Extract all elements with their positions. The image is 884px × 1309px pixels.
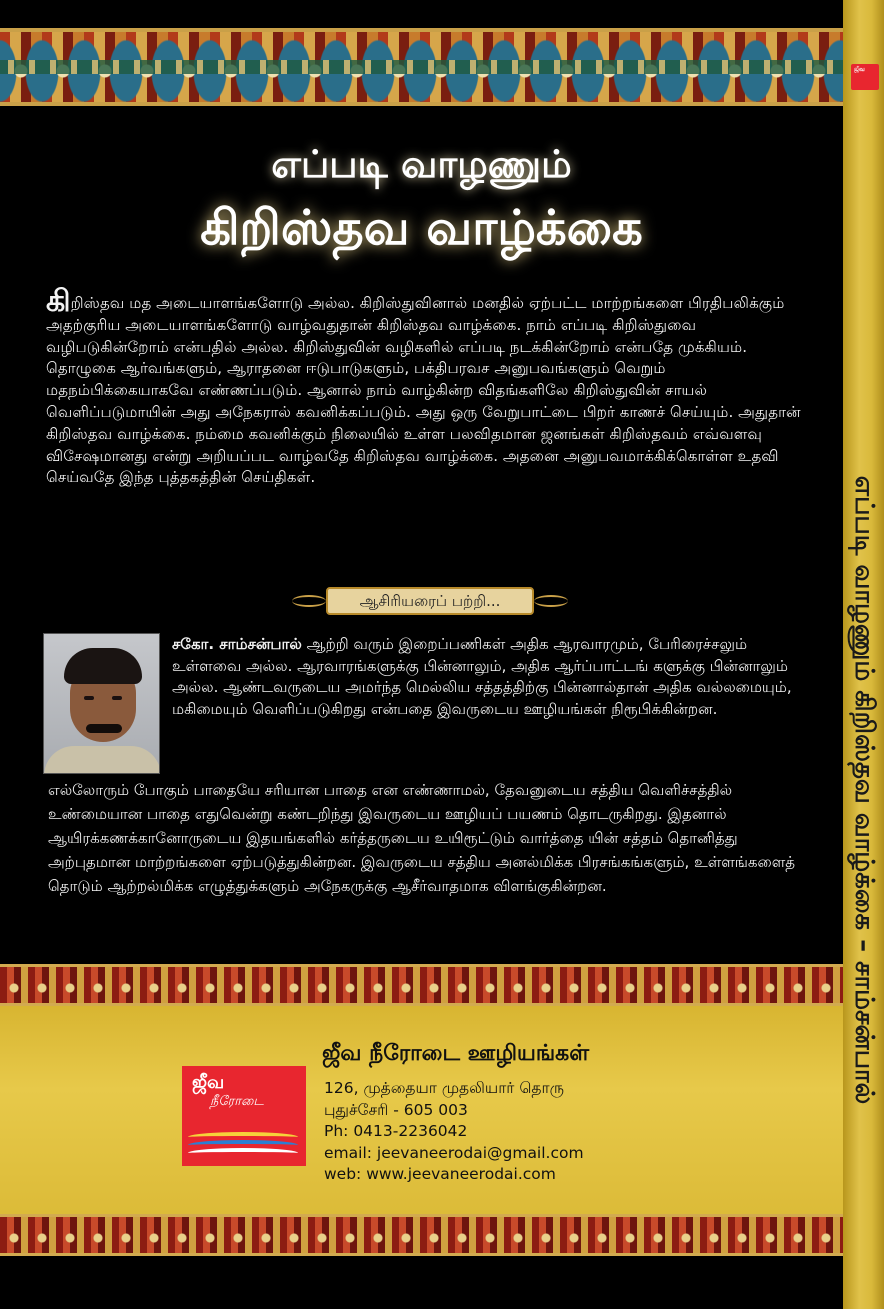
book-spine [843,0,884,1309]
ornamental-border-top [0,28,843,106]
author-photo [43,633,160,774]
address-line-1: 126, முத்தையா முதலியார் தொரு [324,1079,564,1097]
about-author-badge: ஆசிரியரைப் பற்றி... [326,587,534,615]
ornament-right [534,595,568,607]
ornamental-band-upper [0,964,843,1006]
book-title-line1: எப்படி வாழணும் [271,142,572,186]
author-bio-intro [172,634,812,720]
address-line-2: புதுச்சேரி - 605 003 [324,1100,468,1119]
intro-blurb [46,284,806,489]
website: web: www.jeevaneerodai.com [324,1165,556,1184]
publisher-logo [182,1066,306,1166]
publisher-name: ஜீவ நீரோடை ஊழியங்கள் [322,1041,590,1066]
ornamental-band-lower [0,1214,843,1256]
phone: Ph: 0413-2236042 [324,1122,468,1141]
spine-title: எப்படி வாழணும் கிறிஸ்தவ வாழ்க்கை – சாம்சன்பால் [848,475,879,1105]
book-title-line2: கிறிஸ்தவ வாழ்க்கை [200,200,643,256]
author-bio-text-2: எல்லோரும் போகும் பாதையே சரியான பாதை என எண்ணாமல், தேவனுடைய சத்திய வெளிச்சத்தில் உண்மையான பாதை எதுவென்று கண்டறிந்து இவருடைய ஊழியப் பயணம் தொடருகிறது. இதனால் ஆயிரக்கணக்கானோருடைய இதயங்களில் கர்த்தருடைய உயிரூட்டும் வார்த்தை யின் சத்தம் தொனித்து அற்புதமான மாற்றங்களை ஏற்படுத்துகின்றன. இவருடைய சத்திய அனல்மிக்க பிரசங்கங்களும், உள்ளங்களைத் தொடும் ஆற்றல்மிக்க எழுத்துக்களும் அநேகருக்கு ஆசீர்வாதமாக விளங்குகின்றன. [48,781,796,895]
about-author-heading [300,585,560,617]
drop-cap: கி [46,284,71,319]
author-bio-text-1: ஆற்றி வரும் இறைப்பணிகள் அதிக ஆரவாரமும், பேரிரைச்சலும் உள்ளவை அல்ல. ஆரவாரங்களுக்கு பின்னாலும், அதிக ஆர்ப்பாட்டங் களுக்கு பின்னாலும் அல்ல. ஆண்டவருடைய அமர்ந்த மெல்லிய சத்தத்திற்கு பின்னால்தான் அதிக வல்லமையும், மகிமையும் வெளிப்படுகிறது என்பதை இவருடைய ஊழியங்கள் நிரூபிக்கின்றன. [172,635,792,718]
intro-text: றிஸ்தவ மத அடையாளங்களோடு அல்ல. கிறிஸ்துவினால் மனதில் ஏற்பட்ட மாற்றங்களை பிரதிபலிக்கும் அதற்குரிய அடையாளங்களோடு வாழ்வதுதான் கிறிஸ்தவ வாழ்க்கை. நாம் எப்படி கிறிஸ்துவை வழிபடுகின்றோம் என்பதில் அல்ல. கிறிஸ்துவின் வழிகளில் எப்படி நடக்கின்றோம் என்பதே முக்கியம். தொழுகை ஆர்வங்களும், ஆராதனை ஈடுபாடுகளும், பக்திபரவச அனுபவங்களும் வெறும் மதநம்பிக்கையாகவே எண்ணப்படும். ஆனால் நாம் வாழ்கின்ற விதங்களிலே கிறிஸ்துவின் சாயல் வெளிப்படுமாயின் அது அநேகரால் கவனிக்கப்படும். அது ஒரு வேறுபாட்டை பிறர் காணச் செய்யும். அதுதான் கிறிஸ்தவ வாழ்க்கை. நம்மை கவனிக்கும் நிலையில் உள்ள பலவிதமான ஜனங்கள் கிறிஸ்தவம் எவ்வளவு விசேஷமானது என்று அறியப்பட வாழ்வதே கிறிஸ்தவ வாழ்க்கை. அதனை அனுபவமாக்கிக்கொள்ள உதவி செய்வதே இந்த புத்தகத்தின் செய்திகள். [46,294,801,487]
ornament-left [292,595,326,607]
spine-publisher-logo: ஜீவ [851,64,879,90]
logo-text-2: நீரோடை [210,1094,264,1109]
email: email: jeevaneerodai@gmail.com [324,1143,584,1162]
author-name: சகோ. சாம்சன்பால் [172,635,302,653]
publisher-address [324,1078,584,1186]
intro-paragraph [46,284,806,489]
logo-text-1: ஜீவ [192,1072,225,1093]
